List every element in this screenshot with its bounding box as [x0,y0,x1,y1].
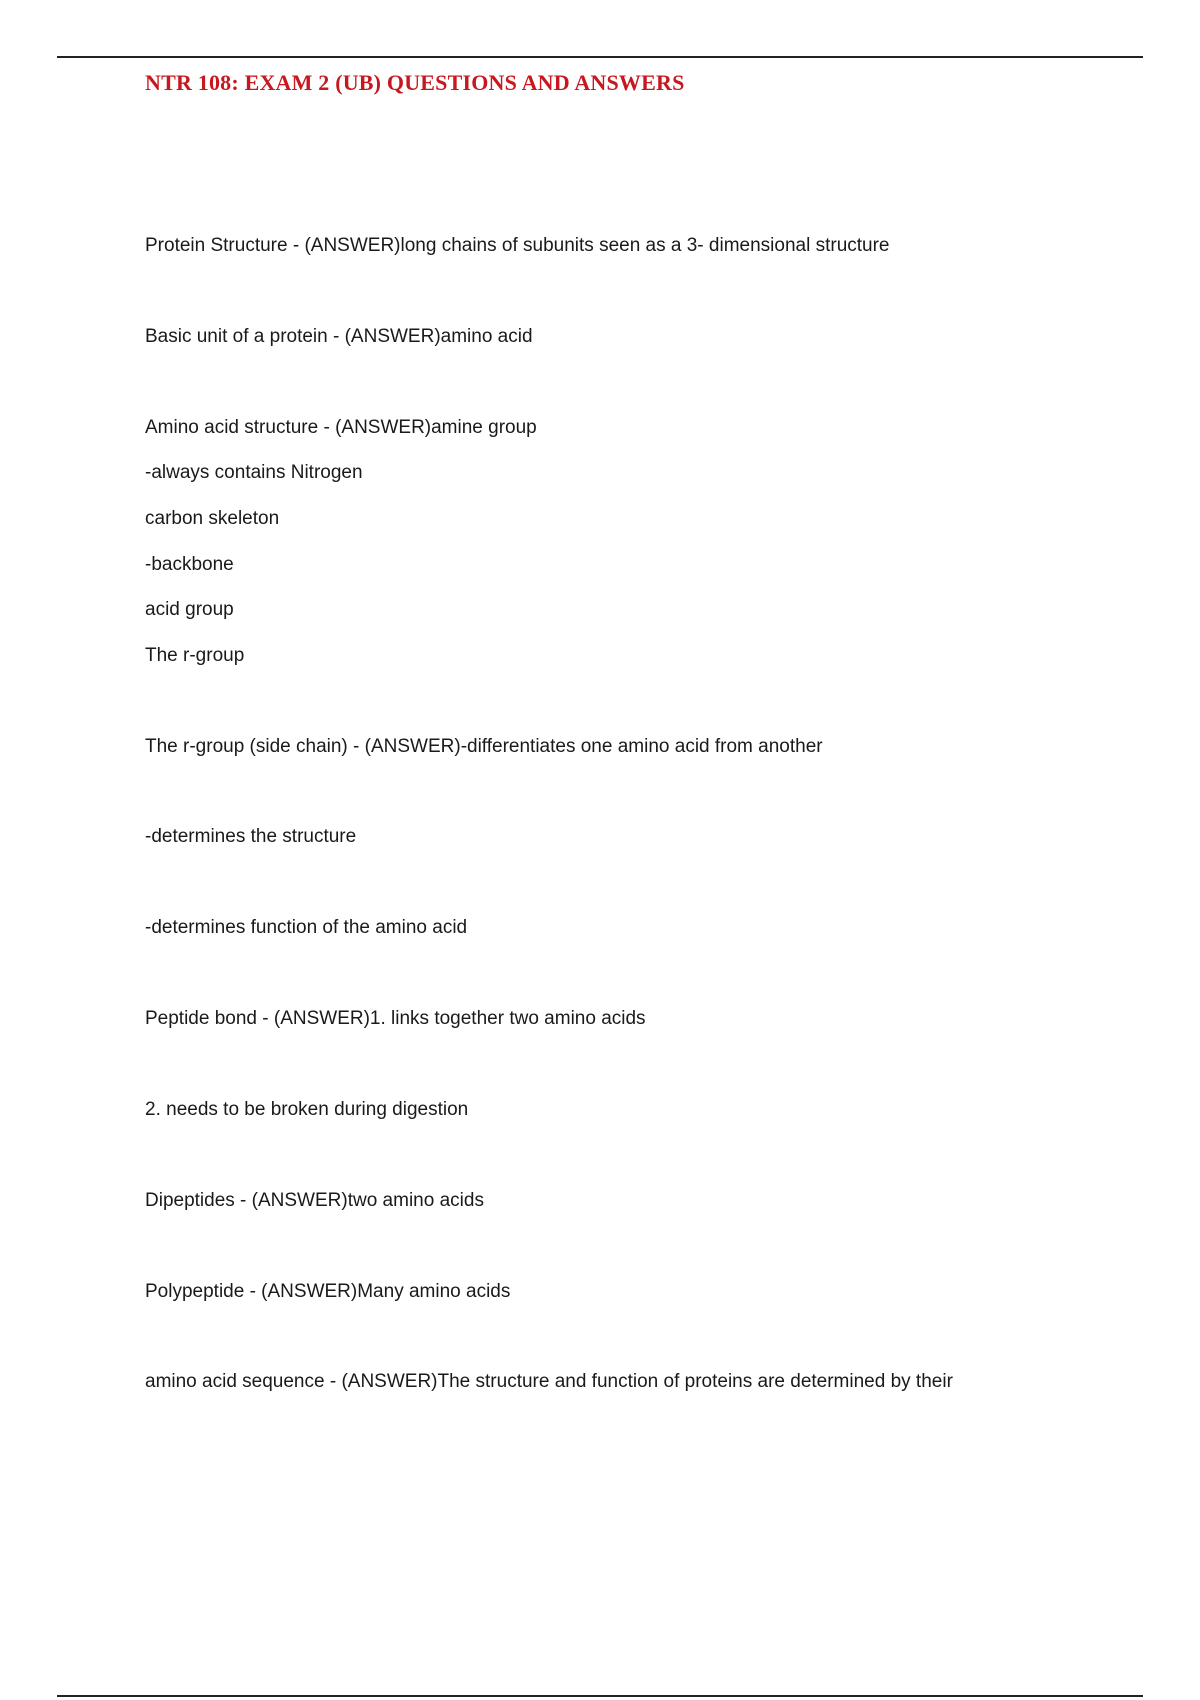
qa-line-detail: carbon skeleton [145,508,280,529]
qa-line-dipeptides: Dipeptides - (ANSWER)two amino acids [145,1190,484,1211]
qa-line-protein-structure: Protein Structure - (ANSWER)long chains of subunits seen as a 3- dimensional structure [145,235,890,256]
qa-line-amino-acid-sequence: amino acid sequence - (ANSWER)The structure and function of proteins are determined by their [145,1371,953,1392]
qa-line-detail: -always contains Nitrogen [145,462,363,483]
qa-line-amino-acid-structure: Amino acid structure - (ANSWER)amine group [145,417,537,438]
qa-line-detail: The r-group [145,645,245,666]
qa-line-detail: -determines the structure [145,826,357,847]
bottom-rule [57,1695,1143,1697]
qa-line-detail: 2. needs to be broken during digestion [145,1099,469,1120]
qa-line-peptide-bond: Peptide bond - (ANSWER)1. links together two amino acids [145,1008,646,1029]
qa-line-basic-unit: Basic unit of a protein - (ANSWER)amino acid [145,326,533,347]
qa-line-r-group: The r-group (side chain) - (ANSWER)-differentiates one amino acid from another [145,736,823,757]
qa-line-detail: -determines function of the amino acid [145,917,468,938]
document-title: NTR 108: EXAM 2 (UB) QUESTIONS AND ANSWERS [145,70,685,95]
top-rule [57,56,1143,58]
qa-line-detail: acid group [145,599,234,620]
qa-line-detail: -backbone [145,554,234,575]
qa-line-polypeptide: Polypeptide - (ANSWER)Many amino acids [145,1281,511,1302]
